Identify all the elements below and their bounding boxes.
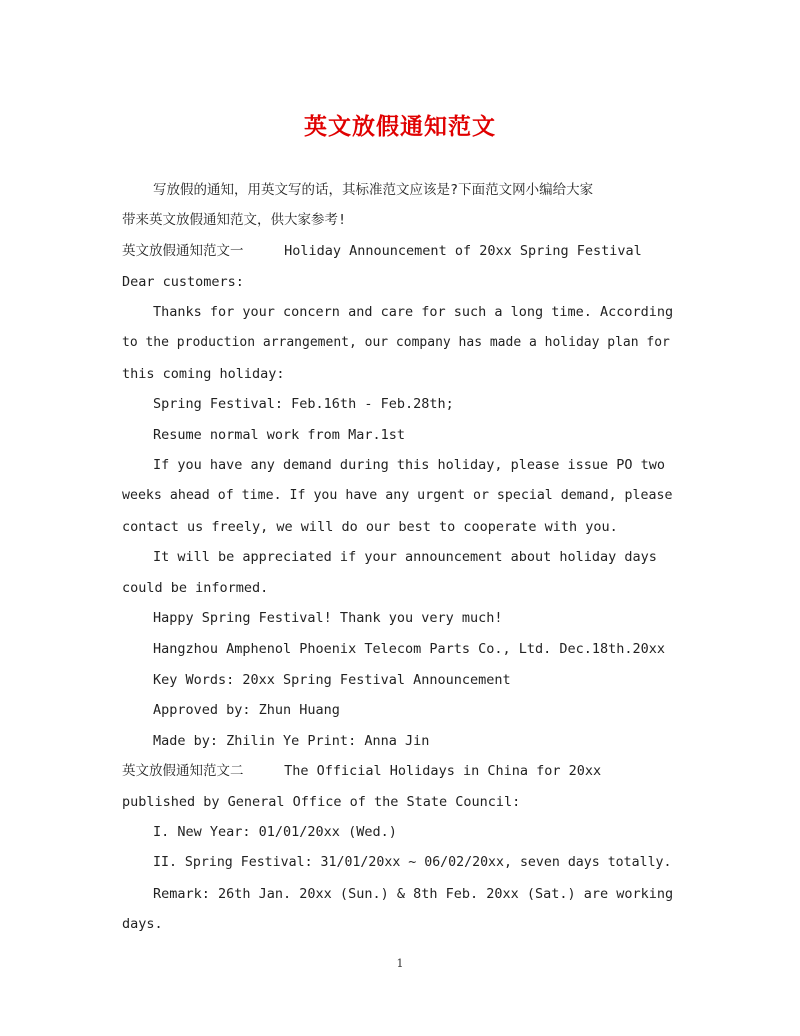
- paragraph-line: this coming holiday:: [122, 366, 285, 382]
- paragraph-line: could be informed.: [122, 580, 269, 596]
- paragraph-line: to the production arrangement, our company has made a holiday plan for: [122, 335, 670, 350]
- paragraph-line: If you have any demand during this holiday, please issue PO two: [153, 457, 666, 473]
- paragraph-line: Resume normal work from Mar.1st: [153, 427, 405, 443]
- section-heading-line: 英文放假通知范文二 The Official Holidays in China for 20xx: [122, 763, 602, 779]
- paragraph-line: days.: [122, 916, 163, 932]
- paragraph-line: Remark: 26th Jan. 20xx (Sun.) & 8th Feb. 20xx (Sat.) are working: [153, 886, 674, 902]
- document-title: 英文放假通知范文: [304, 113, 496, 140]
- paragraph-line: Dear customers:: [122, 274, 244, 290]
- paragraph-line: Spring Festival: Feb.16th - Feb.28th;: [153, 396, 454, 412]
- paragraph-line: Thanks for your concern and care for such a long time. According: [153, 304, 674, 320]
- paragraph-line: Happy Spring Festival! Thank you very much!: [153, 610, 503, 626]
- paragraph-line: Made by: Zhilin Ye Print: Anna Jin: [153, 733, 430, 749]
- paragraph-line: It will be appreciated if your announcement about holiday days: [153, 549, 657, 565]
- paragraph-line: Hangzhou Amphenol Phoenix Telecom Parts Co., Ltd. Dec.18th.20xx: [153, 641, 666, 657]
- section-heading-line: 英文放假通知范文一 Holiday Announcement of 20xx Spring Festival: [122, 243, 642, 259]
- paragraph-line: contact us freely, we will do our best to cooperate with you.: [122, 519, 618, 535]
- paragraph-line: Approved by: Zhun Huang: [153, 702, 340, 718]
- page-number: 1: [396, 957, 404, 970]
- paragraph-line: weeks ahead of time. If you have any urgent or special demand, please: [122, 488, 673, 503]
- paragraph-line: II. Spring Festival: 31/01/20xx ~ 06/02/20xx, seven days totally.: [153, 855, 672, 870]
- paragraph-line: published by General Office of the State Council:: [122, 794, 521, 810]
- paragraph-line: I. New Year: 01/01/20xx (Wed.): [153, 824, 397, 840]
- paragraph-line: Key Words: 20xx Spring Festival Announcement: [153, 672, 511, 688]
- paragraph-line: 写放假的通知，用英文写的话，其标准范文应该是?下面范文网小编给大家: [153, 182, 594, 198]
- paragraph-line: 带来英文放假通知范文，供大家参考!: [122, 212, 347, 228]
